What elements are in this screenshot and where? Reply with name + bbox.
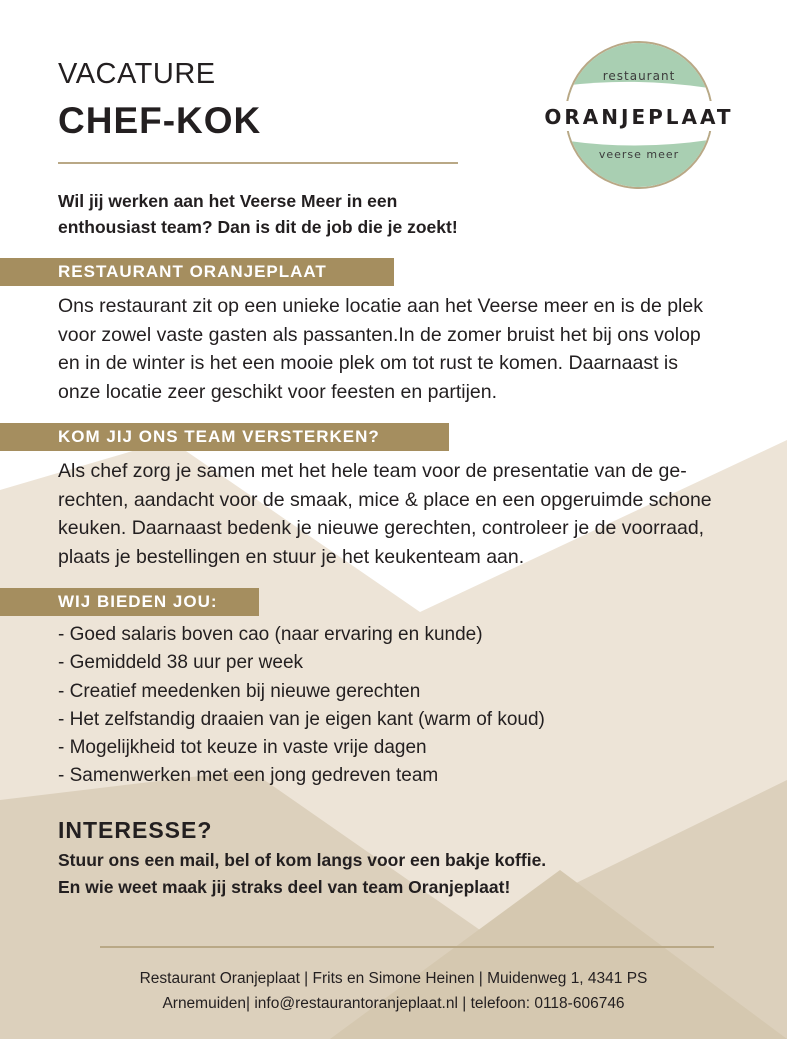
list-item: - Samenwerken met een jong gedreven team [58,765,439,787]
body-line: Ons restaurant zit op een unieke locatie aan het Veerse meer en is de plek [58,295,703,317]
logo-name: ORANJEPLAAT [544,105,734,129]
list-item: - Creatief meedenken bij nieuwe gerechten [58,680,421,702]
body-line: plaats je bestellingen en stuur je het keukenteam aan. [58,545,525,568]
body-line: rechten, aandacht voor de smaak, mice & place en een opgeruimde schone [58,488,712,511]
logo-top-word: restaurant [602,69,676,83]
logo-bottom-word: veerse meer [598,148,680,161]
section-body-team [58,457,758,571]
list-item: - Goed salaris boven cao (naar ervaring en kunde) [58,624,483,645]
footer-contact [0,966,787,1016]
page-title: CHEF-KOK [58,100,262,141]
footer-divider [100,946,714,948]
list-item: - Mogelijkheid tot keuze in vaste vrije dagen [58,737,427,759]
intro-line: enthousiast team? Dan is dit de job die je zoekt! [58,217,458,237]
interest-title: INTERESSE? [58,817,213,843]
intro-line: Wil jij werken aan het Veerse Meer in een [58,191,398,211]
header-divider [58,162,458,164]
footer-line: Arnemuiden| info@restaurantoranjeplaat.nl | telefoon: 0118-606746 [162,995,625,1012]
section-heading-offer: WIJ BIEDEN JOU: [0,588,259,616]
body-line: keuken. Daarnaast bedenk je nieuwe gerechten, controleer je de voorraad, [58,517,705,539]
list-item: - Gemiddeld 38 uur per week [58,652,304,674]
body-line: onze locatie zeer geschikt voor feesten en partijen. [58,380,498,403]
body-line: en in de winter is het een mooie plek om tot rust te komen. Daarnaast is [58,352,678,374]
list-item: - Het zelfstandig draaien van je eigen kant (warm of koud) [58,708,545,730]
section-heading-restaurant: RESTAURANT ORANJEPLAAT [0,258,394,286]
interest-text [58,847,546,901]
body-line: voor zowel vaste gasten als passanten.In de zomer bruist het bij ons volop [58,323,701,346]
section-heading-team: KOM JIJ ONS TEAM VERSTERKEN? [0,423,449,451]
section-body-restaurant [58,292,758,406]
body-line: Als chef zorg je samen met het hele team voor de presentatie van de ge- [58,460,687,482]
offer-list [58,621,545,791]
footer-line: Restaurant Oranjeplaat | Frits en Simone Heinen | Muidenweg 1, 4341 PS [139,970,648,987]
restaurant-logo [532,40,747,190]
intro-text [58,188,518,240]
page-kicker: VACATURE [58,58,216,90]
interest-line: En wie weet maak jij straks deel van team Oranjeplaat! [58,877,511,897]
interest-line: Stuur ons een mail, bel of kom langs voor een bakje koffie. [58,850,547,870]
